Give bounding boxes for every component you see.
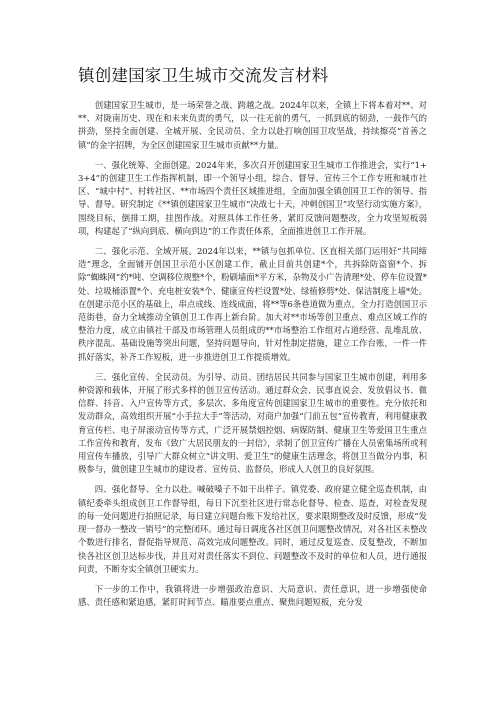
section-one-paragraph: 一、强化统筹、全面创建。2024年来，多次召开创建国家卫生城市工作推进会，实行“1+3+4”的创建卫生工作指挥机制，即一个领导小组，综合、督导、宣传三个工作专班和城市社区、“城中村”、村转社区、**市场四个责任区域推进组，全面加强全镇创国卫工作的领导、指导、督导。研究制定《**镇创建国家卫生城市“决战七十天，冲刺创国卫”攻坚行动实施方案》，围绕目标，倒排工期，挂图作战。对照具体工作任务，紧盯反馈问题整改，全力攻坚短板弱项，构建起了“纵向到底、横向到边”的工作责任体系，全面推进创卫工作开展。	[78, 159, 427, 236]
section-two-paragraph: 二、强化示范、全域开展。2024年以来，**镇与包抓单位、区直相关部门运用好“共同缔造”理念，全面铺开创国卫示范小区创建工作，截止目前共创建*个，共拆除防盗窗*个、拆除“蜘蛛网”约*吨、空调移位规整*个，粉刷墙面*平方米，杂物及小广告清理*处、停车位设置*处、垃圾桶添置*个、充电桩安装*个、健康宣传栏设置*处、绿植修剪*处、保洁制度上墙*处。在创建示范小区的基础上，串点成线、连线成面，将**等6条巷道做为重点，全力打造创国卫示范街巷，奋力全域推动全镇创卫工作再上新台阶。加大对**市场等创卫重点、难点区域工作的整治力度，成立由镇社干部及市场管理人员组成的**市场整治工作组对占道经营、乱堆乱放、秩序混乱、基础设施等突出问题，坚持问题导向，针对性制定措施，建立工作台账，一件一件抓好落实，补齐工作短板，进一步推进创卫工作提质增效。	[78, 246, 427, 362]
intro-paragraph: 创建国家卫生城市，是一场荣誉之战、跨越之战。2024年以来，全镇上下将本着对**、对**、对陇南历史、现在和未来负责的勇气，以一往无前的勇气，一抓到底的韧劲，一鼓作气的拼劲，坚持全面创建、全城开展、全民动员、全力以赴打响创国卫攻坚战，持续擦亮“首善之镇”的金字招牌，为全区创建国家卫生城市贡献**力量。	[78, 100, 427, 150]
section-three-paragraph: 三、强化宣传、全民动员。为引导、动员、团结居民共同参与国家卫生城市创建，利用多种资源和载体，开展了形式多样的创卫宣传活动。通过群众会、民事直说会、发放倡议书、微信群、抖音、入户宣传等方式，多层次、多角度宣传创建国家卫生城市的重要性。充分依托和发动群众，高效组织开展“小手拉大手”等活动，对商户加强“门前五包”宣传教育，利用健康教育宣传栏、电子屏滚动宣传等方式，广泛开展禁烟控烟、病媒防制、健康卫生等爱国卫生重点工作宣传和教育，发布《致广大居民朋友的一封信》，录制了创卫宣传广播在人员密集场所或利用宣传车播放，引导广大群众树立“讲文明、爱卫生”的健康生活理念，将创卫当做分内事，积极参与，做创建卫生城市的建设者、宣传员、监督员，形成人人创卫的良好氛围。	[78, 371, 427, 475]
document-title: 镇创建国家卫生城市交流发言材料	[78, 66, 329, 85]
next-steps-paragraph: 下一步的工作中，我镇将进一步增强政治意识、大局意识、责任意识，进一步增强使命感、责任感和紧迫感，紧盯时间节点、瞄准要点重点、聚焦问题短板，充分发	[78, 583, 427, 608]
section-four-paragraph: 四、强化督导、全力以赴。喊破嗓子不如干出样子。镇党委、政府建立健全巡查机制，由镇纪委牵头组成创卫工作督导组，每日下沉至社区进行常态化督导、检查、巡查，对检查发现的每一处问题进行拍照记录，每日建立问题台账下发给社区，要求限期整改及时反馈，形成“发现一督办一整改一销号”的完整闭环。通过每日调度各社区创卫问题整改情况，对各社区未整改个数进行排名，督促指导规范、高效完成问题整改。同时，通过反复巡查、反复整改，不断加快各社区创卫达标步伐，并且对对责任落实不到位、问题整改不及时的单位和人员，进行通报问责，不断夯实全镇创卫硬实力。	[78, 484, 427, 574]
